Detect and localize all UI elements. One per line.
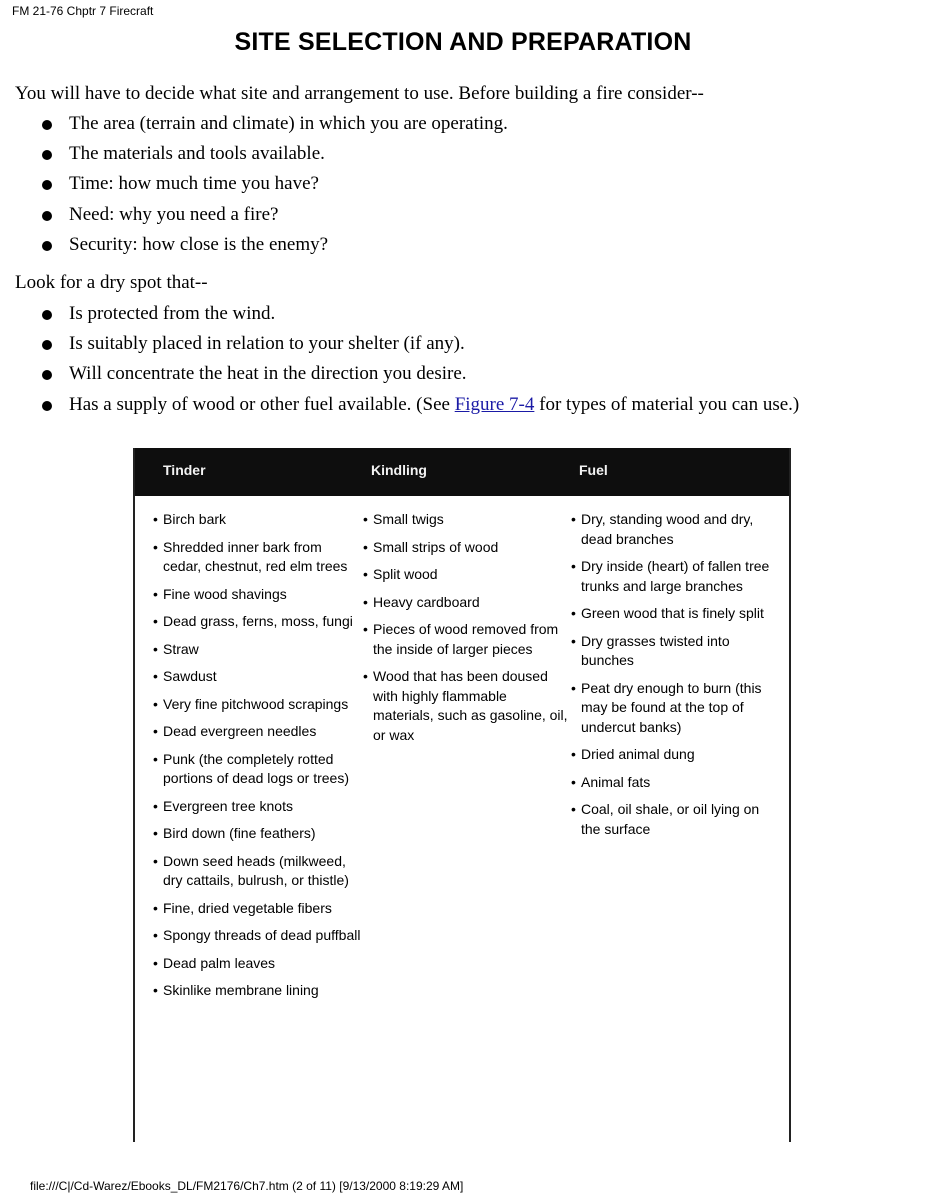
dry-spot-list	[42, 302, 799, 423]
list-item: • Small twigs	[363, 510, 568, 530]
bullet-icon	[42, 150, 52, 160]
list-item: Time: how much time you have?	[42, 172, 508, 202]
list-item: • Split wood	[363, 565, 568, 585]
list-item: • Skinlike membrane lining	[153, 981, 363, 1001]
bullet-icon	[42, 401, 52, 411]
considerations-list	[42, 112, 508, 263]
list-item: • Small strips of wood	[363, 538, 568, 558]
intro-paragraph: You will have to decide what site and arrangement to use. Before building a fire consider--	[15, 83, 704, 104]
list-item: The materials and tools available.	[42, 142, 508, 172]
running-header: FM 21-76 Chptr 7 Firecraft	[12, 4, 154, 18]
list-item: • Dead grass, ferns, moss, fungi	[153, 612, 363, 632]
list-item: Is suitably placed in relation to your shelter (if any).	[42, 332, 799, 362]
list-item: • Spongy threads of dead puffball	[153, 926, 363, 946]
list-item: • Birch bark	[153, 510, 363, 530]
fuel-list	[571, 510, 771, 847]
kindling-list	[363, 510, 568, 753]
bullet-icon	[42, 211, 52, 221]
list-item: • Wood that has been doused with highly flammable materials, such as gasoline, oil, or wax	[363, 667, 568, 745]
list-item: • Dry grasses twisted into bunches	[571, 632, 771, 671]
list-item: • Straw	[153, 640, 363, 660]
list-item: Need: why you need a fire?	[42, 203, 508, 233]
list-item: • Green wood that is finely split	[571, 604, 771, 624]
list-item: • Coal, oil shale, or oil lying on the surface	[571, 800, 771, 839]
list-item: • Punk (the completely rotted portions of dead logs or trees)	[153, 750, 363, 789]
list-item: • Dry, standing wood and dry, dead branches	[571, 510, 771, 549]
fuel-header: Fuel	[579, 462, 608, 478]
fire-materials-figure	[133, 448, 791, 1142]
list-item: • Sawdust	[153, 667, 363, 687]
list-item: Will concentrate the heat in the direction you desire.	[42, 362, 799, 392]
dry-spot-paragraph: Look for a dry spot that--	[15, 272, 208, 293]
bullet-icon	[42, 370, 52, 380]
list-item: Security: how close is the enemy?	[42, 233, 508, 263]
tinder-list	[153, 510, 363, 1009]
list-item: • Heavy cardboard	[363, 593, 568, 613]
list-item: Has a supply of wood or other fuel available. (See Figure 7-4 for types of material you can use.)	[42, 393, 799, 423]
kindling-header: Kindling	[371, 462, 427, 478]
figure-7-4-link[interactable]: Figure 7-4	[454, 393, 535, 415]
list-item: • Pieces of wood removed from the inside of larger pieces	[363, 620, 568, 659]
list-item: • Shredded inner bark from cedar, chestnut, red elm trees	[153, 538, 363, 577]
figure-header-bar	[135, 448, 789, 496]
list-item: The area (terrain and climate) in which you are operating.	[42, 112, 508, 142]
list-item: • Fine, dried vegetable fibers	[153, 899, 363, 919]
list-item: • Peat dry enough to burn (this may be found at the top of undercut banks)	[571, 679, 771, 738]
list-item: • Dead evergreen needles	[153, 722, 363, 742]
list-item: • Very fine pitchwood scrapings	[153, 695, 363, 715]
tinder-header: Tinder	[163, 462, 206, 478]
bullet-icon	[42, 120, 52, 130]
list-item: • Bird down (fine feathers)	[153, 824, 363, 844]
list-item: • Animal fats	[571, 773, 771, 793]
bullet-icon	[42, 241, 52, 251]
list-item: • Dry inside (heart) of fallen tree trunks and large branches	[571, 557, 771, 596]
list-item: • Fine wood shavings	[153, 585, 363, 605]
list-item: • Evergreen tree knots	[153, 797, 363, 817]
page-title: SITE SELECTION AND PREPARATION	[234, 28, 692, 56]
page-footer: file:///C|/Cd-Warez/Ebooks_DL/FM2176/Ch7.htm (2 of 11) [9/13/2000 8:19:29 AM]	[30, 1179, 464, 1193]
list-item: • Down seed heads (milkweed, dry cattails, bulrush, or thistle)	[153, 852, 363, 891]
list-item: Is protected from the wind.	[42, 302, 799, 332]
bullet-icon	[42, 180, 52, 190]
bullet-icon	[42, 340, 52, 350]
list-item: • Dead palm leaves	[153, 954, 363, 974]
list-item: • Dried animal dung	[571, 745, 771, 765]
bullet-icon	[42, 310, 52, 320]
